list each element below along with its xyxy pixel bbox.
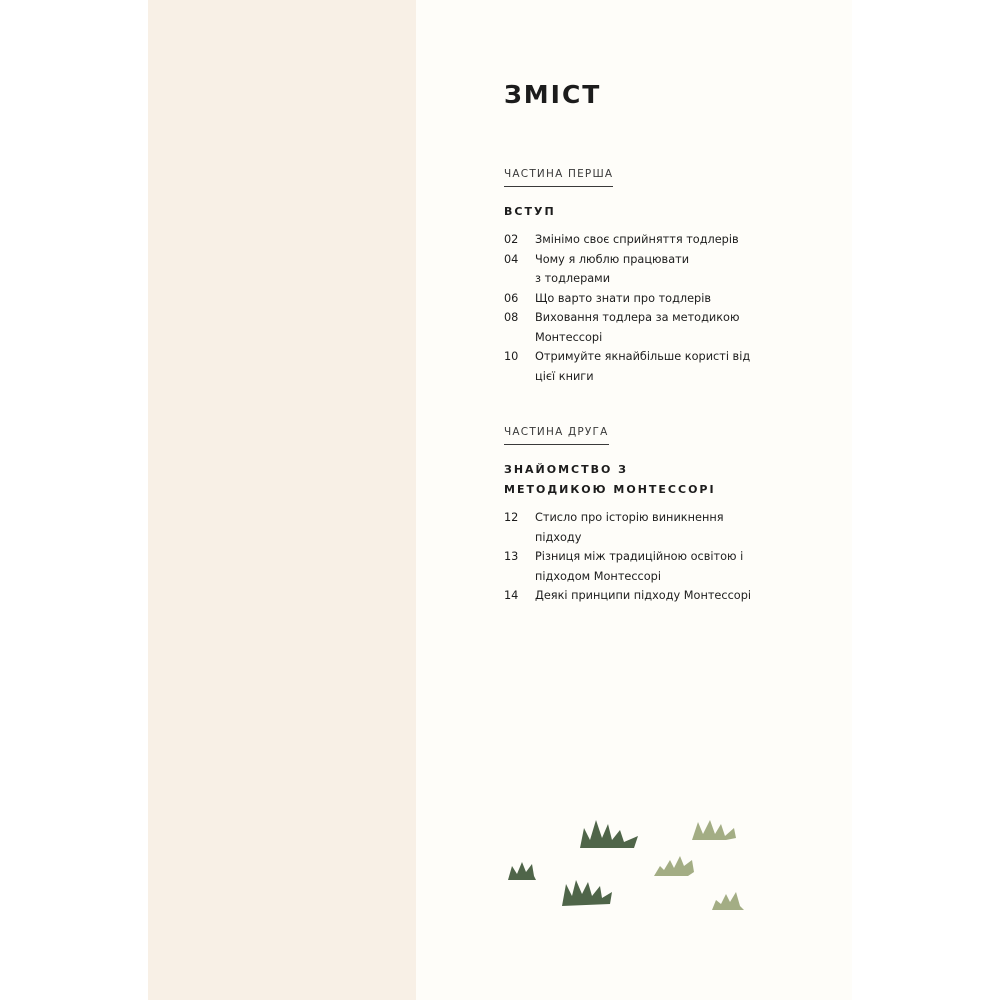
part-two-label: ЧАСТИНА ДРУГА — [504, 426, 609, 445]
toc-entry[interactable] — [504, 586, 804, 606]
entry-title: Деякі принципи підходу Монтессорі — [535, 589, 751, 602]
left-page-blank — [148, 0, 416, 1000]
toc-entry[interactable] — [504, 308, 804, 347]
part-two-entries — [504, 508, 804, 606]
page-number: 06 — [504, 291, 519, 305]
page-number: 08 — [504, 311, 519, 324]
part-one-entries — [504, 230, 804, 386]
toc-entry[interactable] — [504, 230, 804, 250]
entry-title: Чому я люблю працювати з тодлерами — [535, 252, 690, 285]
entry-title: Отримуйте якнайбільше користі від цієї книги — [535, 350, 751, 383]
entry-title: Що варто знати про тодлерів — [535, 291, 712, 305]
page-number: 02 — [504, 233, 519, 246]
toc-title: ЗМІСТ — [504, 80, 602, 109]
toc-entry[interactable] — [504, 250, 804, 289]
entry-title: Різниця між традиційною освітою і підходом Монтессорі — [535, 550, 744, 583]
page-number: 04 — [504, 252, 519, 266]
toc-entry[interactable] — [504, 289, 804, 309]
grass-tuft-dark — [562, 880, 612, 906]
grass-tuft-light — [712, 892, 744, 910]
grass-tuft-light — [692, 820, 736, 840]
grass-tuft-dark — [580, 820, 638, 848]
entry-title: Змінімо своє сприйняття тодлерів — [535, 233, 739, 246]
grass-tufts-illustration — [500, 810, 760, 920]
toc-entry[interactable] — [504, 347, 804, 386]
part-one-heading: ВСТУП — [504, 205, 556, 218]
part-two-heading: ЗНАЙОМСТВО З МЕТОДИКОЮ МОНТЕССОРІ — [504, 463, 716, 496]
table-of-contents — [504, 78, 804, 606]
grass-tuft-dark — [508, 862, 536, 880]
part-one-label: ЧАСТИНА ПЕРША — [504, 168, 613, 187]
page-number: 10 — [504, 350, 519, 363]
page-number: 13 — [504, 550, 519, 563]
entry-title: Стисло про історію виникнення підходу — [535, 511, 724, 544]
part-two — [504, 386, 804, 606]
entry-title: Виховання тодлера за методикою Монтессорі — [535, 311, 740, 344]
toc-entry[interactable] — [504, 508, 804, 547]
part-one — [504, 112, 804, 386]
page-number: 12 — [504, 511, 519, 524]
page-number: 14 — [504, 589, 519, 602]
grass-tuft-light — [654, 856, 694, 876]
toc-entry[interactable] — [504, 547, 804, 586]
